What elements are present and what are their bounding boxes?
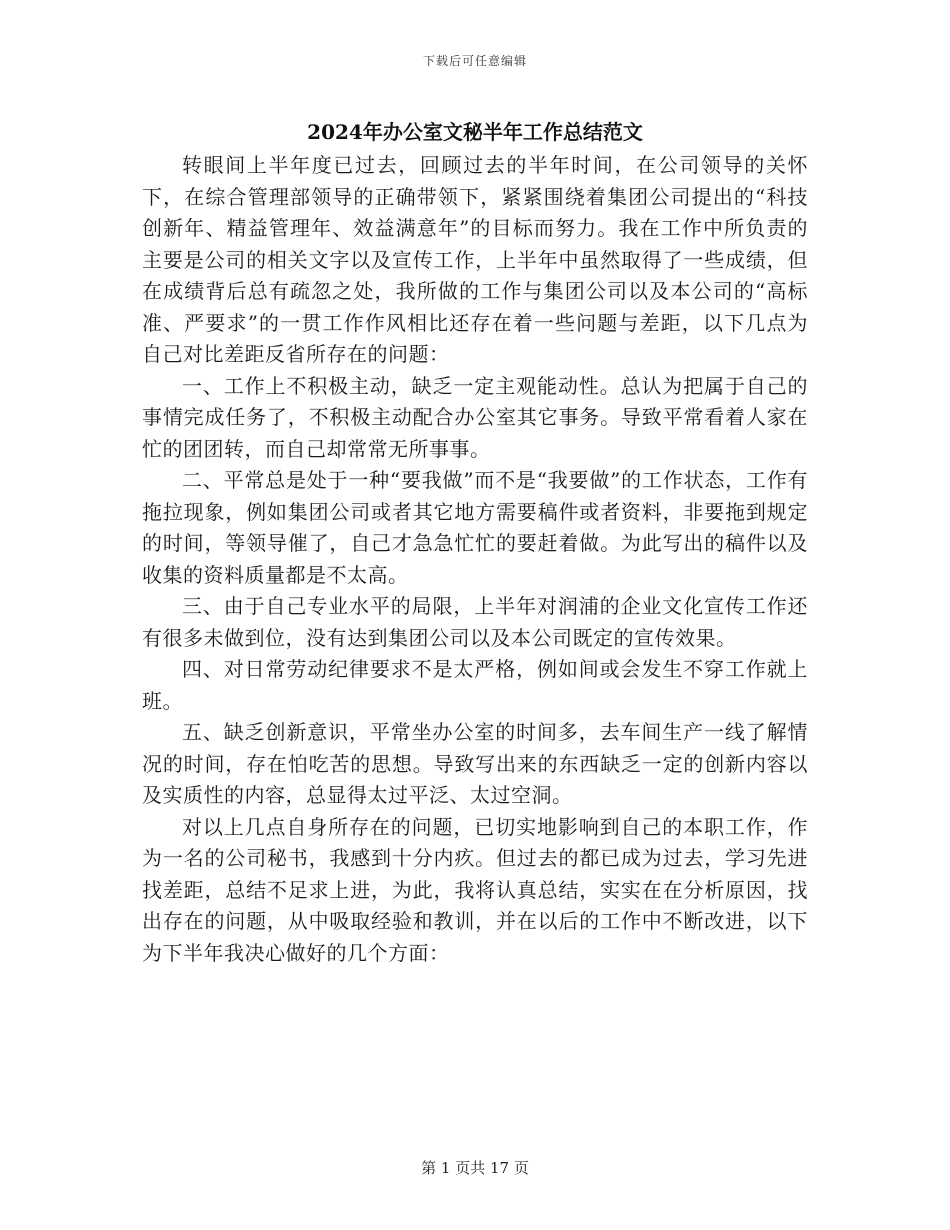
paragraph-issue-4: 四、对日常劳动纪律要求不是太严格，例如间或会发生不穿工作就上班。 [142,657,808,713]
header-note: 下载后可任意编辑 [422,54,527,68]
page-number: 第 1 页共 17 页 [421,1159,529,1177]
paragraph-intro: 转眼间上半年度已过去，回顾过去的半年时间，在公司领导的关怀下，在综合管理部领导的正确带领下，紧紧围绕着集团公司提出的“科技创新年、精益管理年、效益满意年”的目标而努力。我在工作中所负责的主要是公司的相关文字以及宣传工作，上半年中虽然取得了一些成绩，但在成绩背后总有疏忽之处，我所做的工作与集团公司以及本公司的“高标准、严要求”的一贯工作作风相比还存在着一些问题与差距，以下几点为自己对比差距反省所存在的问题： [142,153,808,366]
document-body [142,150,808,969]
paragraph-issue-3: 三、由于自己专业水平的局限，上半年对润浦的企业文化宣传工作还有很多未做到位，没有达到集团公司以及本公司既定的宣传效果。 [142,594,808,650]
paragraph-issue-5: 五、缺乏创新意识，平常坐办公室的时间多，去车间生产一线了解情况的时间，存在怕吃苦的思想。导致写出来的东西缺乏一定的创新内容以及实质性的内容，总显得太过平泛、太过空洞。 [142,720,808,807]
paragraph-issue-2: 二、平常总是处于一种“要我做”而不是“我要做”的工作状态，工作有拖拉现象，例如集团公司或者其它地方需要稿件或者资料，非要拖到规定的时间，等领导催了，自己才急急忙忙的要赶着做。为此写出的稿件以及收集的资料质量都是不太高。 [142,468,808,587]
document-title: 2024年办公室文秘半年工作总结范文 [307,120,643,144]
paragraph-issue-1: 一、工作上不积极主动，缺乏一定主观能动性。总认为把属于自己的事情完成任务了，不积极主动配合办公室其它事务。导致平常看着人家在忙的团团转，而自己却常常无所事事。 [142,373,808,461]
paragraph-conclusion: 对以上几点自身所存在的问题，已切实地影响到自己的本职工作，作为一名的公司秘书，我感到十分内疚。但过去的都已成为过去，学习先进找差距，总结不足求上进，为此，我将认真总结，实实在在分析原因，找出存在的问题，从中吸取经验和教训，并在以后的工作中不断改进，以下为下半年我决心做好的几个方面： [142,814,808,965]
